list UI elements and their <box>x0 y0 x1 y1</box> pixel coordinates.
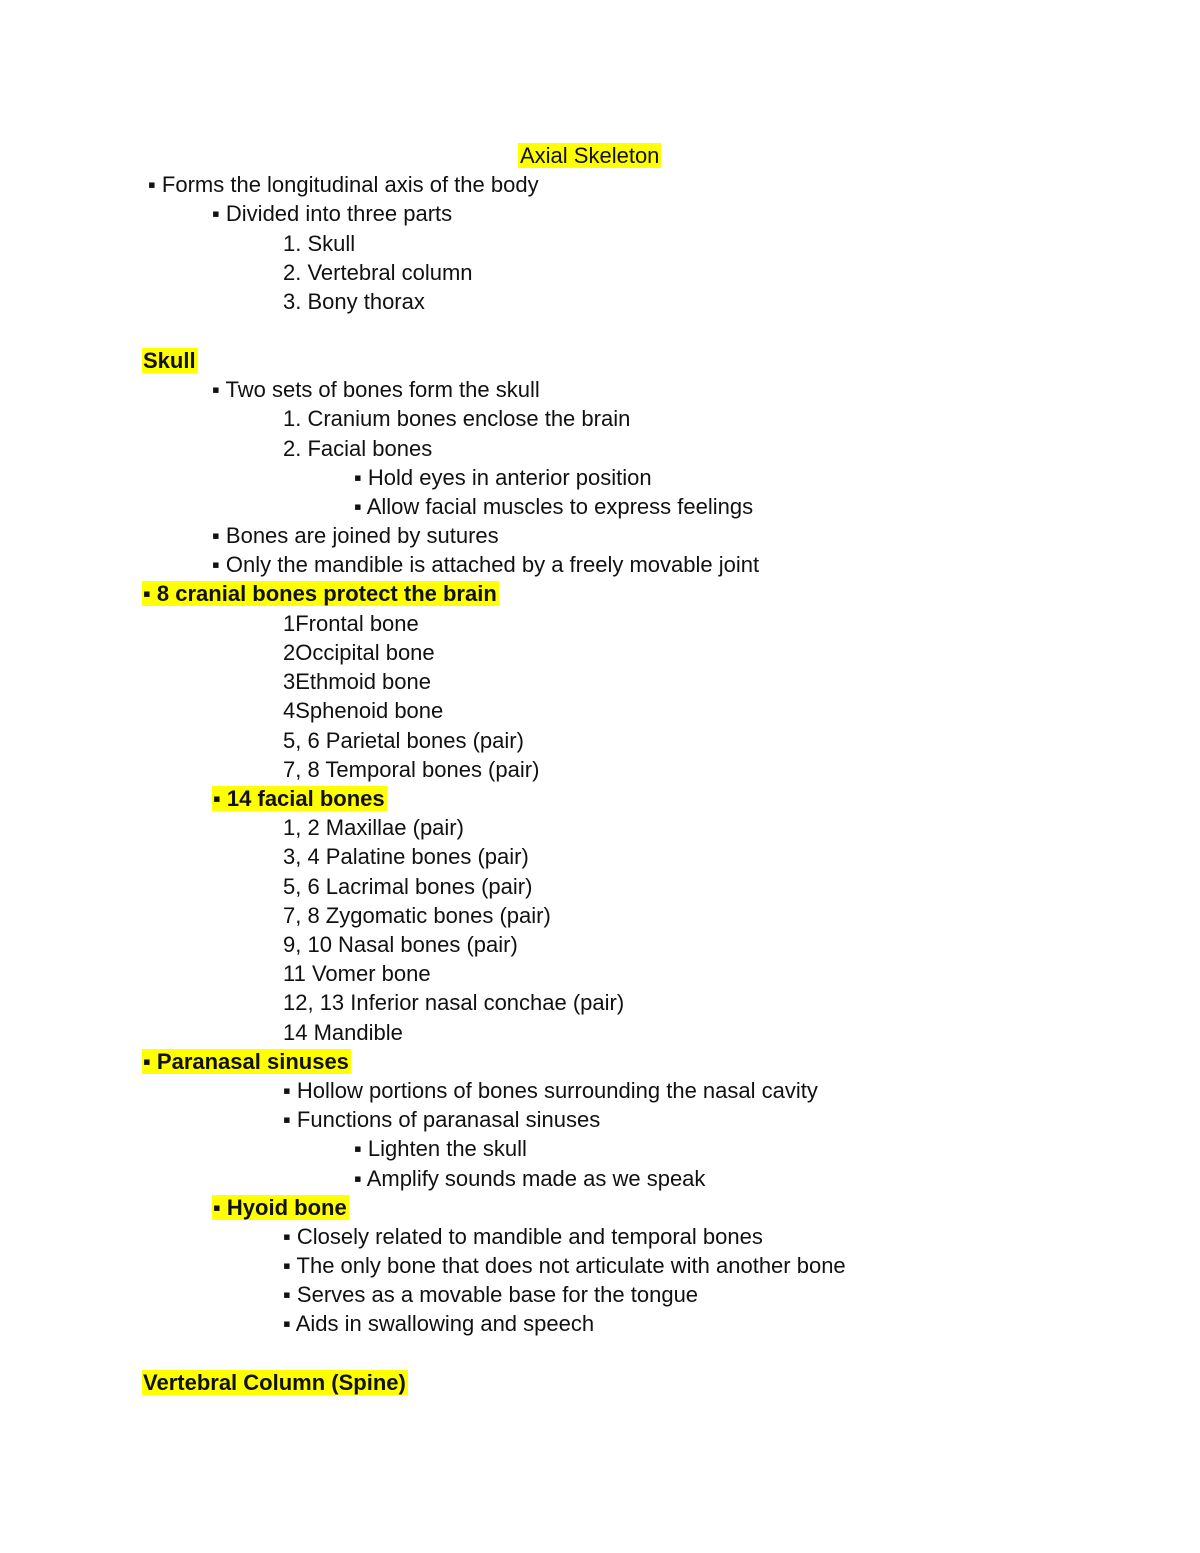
list-item: ▪ The only bone that does not articulate with another bone <box>283 1253 846 1278</box>
intro-bullet: ▪ Divided into three parts <box>212 201 453 226</box>
list-item: ▪ Serves as a movable base for the tongue <box>283 1282 699 1307</box>
list-item: 4Sphenoid bone <box>283 698 444 723</box>
list-item: 11 Vomer bone <box>283 961 431 986</box>
list-item: ▪ Lighten the skull <box>354 1136 527 1161</box>
document-title: Axial Skeleton <box>520 143 660 168</box>
list-item: ▪ Only the mandible is attached by a freely movable joint <box>212 552 760 577</box>
intro-part: 3. Bony thorax <box>283 289 425 314</box>
intro-part: 2. Vertebral column <box>283 260 473 285</box>
list-item: ▪ Aids in swallowing and speech <box>283 1311 595 1336</box>
skull-heading-line <box>142 347 198 375</box>
intro-bullet: ▪ Forms the longitudinal axis of the body <box>148 172 539 197</box>
sinus-heading: ▪ Paranasal sinuses <box>143 1049 349 1074</box>
list-item: 1Frontal bone <box>283 611 419 636</box>
list-item: 7, 8 Zygomatic bones (pair) <box>283 903 551 928</box>
title-line <box>518 142 661 170</box>
list-item: ▪ Allow facial muscles to express feelings <box>354 494 754 519</box>
list-item: ▪ Closely related to mandible and temporal bones <box>283 1224 763 1249</box>
list-item: 5, 6 Lacrimal bones (pair) <box>283 874 533 899</box>
list-item: ▪ Two sets of bones form the skull <box>212 377 540 402</box>
skull-heading: Skull <box>143 348 196 373</box>
facial-heading: ▪ 14 facial bones <box>213 786 385 811</box>
vertebral-heading-line <box>142 1369 408 1397</box>
list-item: 1. Cranium bones enclose the brain <box>283 406 631 431</box>
list-item: 14 Mandible <box>283 1020 403 1045</box>
hyoid-heading: ▪ Hyoid bone <box>213 1195 347 1220</box>
list-item: 2Occipital bone <box>283 640 435 665</box>
list-item: 3, 4 Palatine bones (pair) <box>283 844 529 869</box>
list-item: ▪ Functions of paranasal sinuses <box>283 1107 601 1132</box>
cranial-heading-line <box>142 580 499 608</box>
list-item: 2. Facial bones <box>283 436 433 461</box>
list-item: ▪ Hold eyes in anterior position <box>354 465 652 490</box>
list-item: 7, 8 Temporal bones (pair) <box>283 757 540 782</box>
list-item: 12, 13 Inferior nasal conchae (pair) <box>283 990 625 1015</box>
cranial-heading: ▪ 8 cranial bones protect the brain <box>143 581 497 606</box>
list-item: 9, 10 Nasal bones (pair) <box>283 932 518 957</box>
vertebral-heading: Vertebral Column (Spine) <box>143 1370 406 1395</box>
hyoid-heading-line <box>212 1194 349 1222</box>
sinus-heading-line <box>142 1048 351 1076</box>
list-item: 1, 2 Maxillae (pair) <box>283 815 464 840</box>
facial-heading-line <box>212 785 387 813</box>
intro-part: 1. Skull <box>283 231 356 256</box>
list-item: ▪ Amplify sounds made as we speak <box>354 1166 706 1191</box>
list-item: ▪ Hollow portions of bones surrounding the nasal cavity <box>283 1078 818 1103</box>
list-item: ▪ Bones are joined by sutures <box>212 523 499 548</box>
list-item: 3Ethmoid bone <box>283 669 431 694</box>
list-item: 5, 6 Parietal bones (pair) <box>283 728 524 753</box>
